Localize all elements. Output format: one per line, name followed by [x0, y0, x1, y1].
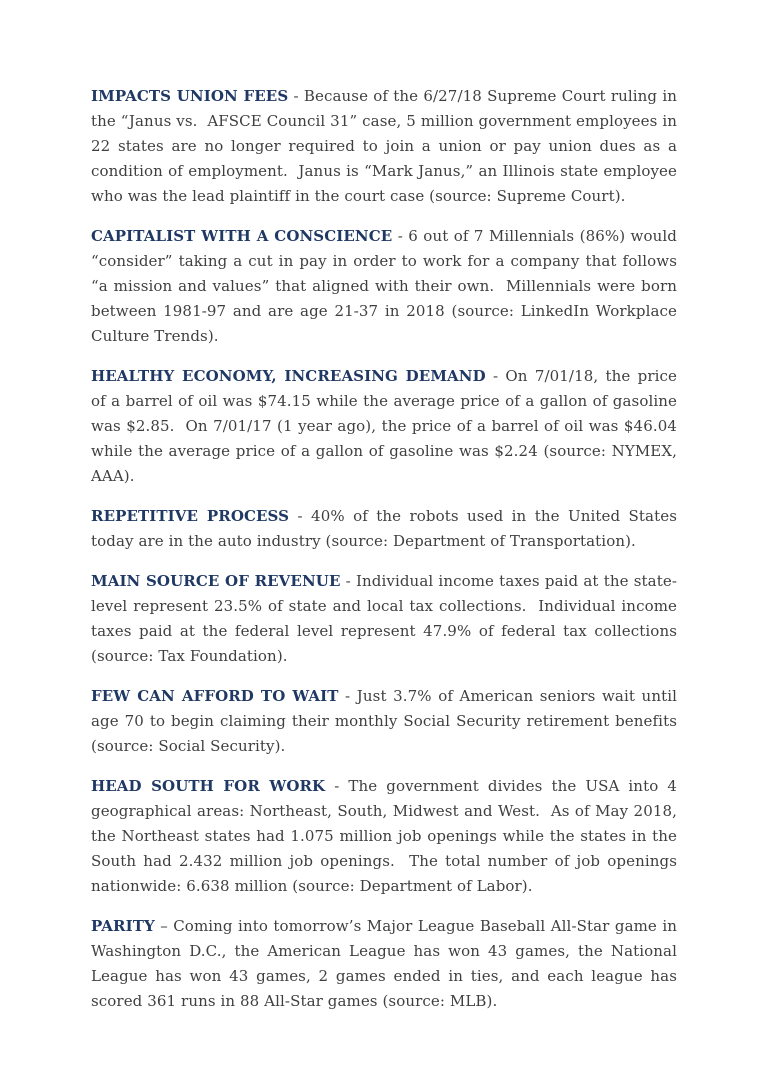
fact-heading: IMPACTS UNION FEES	[91, 87, 289, 105]
fact-paragraph-impacts-union-fees	[91, 84, 682, 209]
fact-paragraph-capitalist-with-a-conscience	[91, 224, 682, 349]
fact-body-text: - Just 3.7% of American seniors wait until age 70 to begin claiming their monthly Social Security retirement benefits (source: Social Security).	[91, 687, 682, 755]
fact-paragraph-repetitive-process	[91, 504, 682, 554]
fact-body-text: - Individual income taxes paid at the state-level represent 23.5% of state and local tax collections. Individual income taxes paid at the federal level represent 47.9% of federal tax collections (source: Tax Foundation).	[91, 572, 682, 665]
fact-heading: REPETITIVE PROCESS	[91, 507, 290, 525]
fact-body-text: - 6 out of 7 Millennials (86%) would “consider” taking a cut in pay in order to work for a company that follows “a mission and values” that aligned with their own. Millennials were born between 1981-97 and are age 21-37 in 2018 (source: LinkedIn Workplace Culture Trends).	[91, 227, 682, 345]
fact-paragraph-parity	[91, 914, 682, 1014]
fact-heading: CAPITALIST WITH A CONSCIENCE	[91, 227, 393, 245]
fact-body-text: - 40% of the robots used in the United States today are in the auto industry (source: Department of Transportation).	[91, 507, 682, 550]
fact-body-text: - On 7/01/18, the price of a barrel of oil was $74.15 while the average price of a gallon of gasoline was $2.85. On 7/01/17 (1 year ago), the price of a barrel of oil was $46.04 while the average price of a gallon of gasoline was $2.24 (source: NYMEX, AAA).	[91, 367, 682, 485]
fact-paragraph-head-south-for-work	[91, 774, 682, 899]
document-body	[91, 84, 682, 1014]
fact-heading: HEALTHY ECONOMY, INCREASING DEMAND	[91, 367, 486, 385]
fact-paragraph-main-source-of-revenue	[91, 569, 682, 669]
fact-heading: HEAD SOUTH FOR WORK	[91, 777, 326, 795]
fact-body-text: - The government divides the USA into 4 geographical areas: Northeast, South, Midwest and West. As of May 2018, the Northeast states had 1.075 million job openings while the states in the South had 2.432 million job openings. The total number of job openings nationwide: 6.638 million (source: Department of Labor).	[91, 777, 682, 895]
fact-heading: MAIN SOURCE OF REVENUE	[91, 572, 341, 590]
fact-body-text: – Coming into tomorrow’s Major League Baseball All-Star game in Washington D.C., the American League has won 43 games, the National League has won 43 games, 2 games ended in ties, and each league has scored 361 runs in 88 All-Star games (source: MLB).	[91, 917, 682, 1010]
fact-paragraph-healthy-economy-increasing-demand	[91, 364, 682, 489]
fact-body-text: - Because of the 6/27/18 Supreme Court ruling in the “Janus vs. AFSCE Council 31” case, 5 million government employees in 22 states are no longer required to join a union or pay union dues as a condition of employment. Janus is “Mark Janus,” an Illinois state employee who was the lead plaintiff in the court case (source: Supreme Court).	[91, 87, 682, 205]
fact-heading: PARITY	[91, 917, 155, 935]
fact-heading: FEW CAN AFFORD TO WAIT	[91, 687, 339, 705]
fact-paragraph-few-can-afford-to-wait	[91, 684, 682, 759]
